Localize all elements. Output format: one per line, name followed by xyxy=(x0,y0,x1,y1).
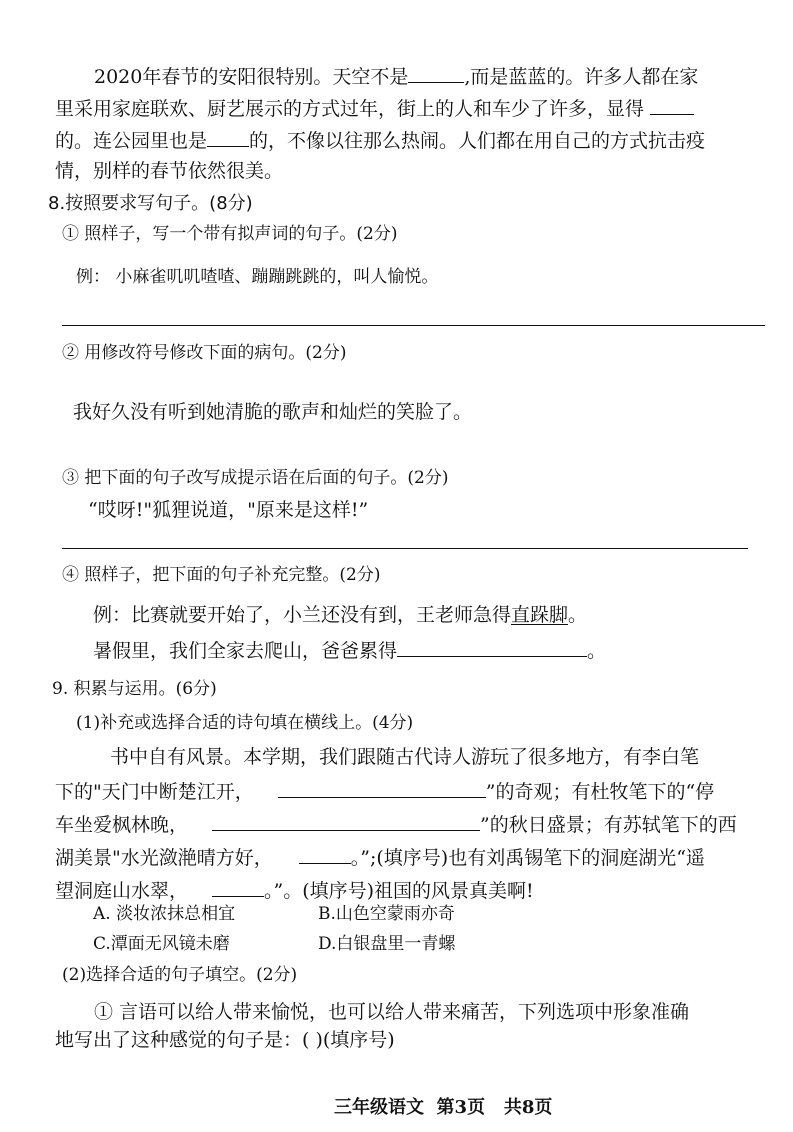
poem-text: 。”。(填序号)祖国的风景真美啊! xyxy=(264,880,534,902)
option-d: D.白银盘里一青螺 xyxy=(318,934,456,954)
q9-part2-title: (2)选择合适的句子填空。(2分) xyxy=(62,965,298,985)
answer-blank[interactable] xyxy=(397,638,587,657)
answer-blank[interactable] xyxy=(278,779,486,798)
intro-line-3 xyxy=(55,128,705,153)
q8-sub2: ② 用修改符号修改下面的病句。(2分) xyxy=(62,343,347,363)
answer-line[interactable] xyxy=(62,548,748,549)
intro-text: 里采用家庭联欢、厨艺展示的方式过年，街上的人和车少了许多，显得 xyxy=(55,98,645,120)
task-text: 。 xyxy=(587,640,607,662)
intro-text: ,而是蓝蓝的。许多人都在家 xyxy=(464,66,699,88)
intro-line-2 xyxy=(55,96,694,121)
intro-text: 的，不像以往那么热闹。人们都在用自己的方式抗击疫 xyxy=(249,130,706,152)
q8-sub3-sentence: “哎呀!"狐狸说道，"原来是这样!” xyxy=(88,499,369,521)
footer-page: 第3页 xyxy=(436,1097,486,1118)
answer-line[interactable] xyxy=(62,325,765,326)
footer-subject: 三年级语文 xyxy=(334,1097,424,1118)
answer-blank[interactable] xyxy=(212,878,264,897)
example-text: 。 xyxy=(568,604,588,626)
q9-title: 9. 积累与运用。(6分) xyxy=(52,679,217,699)
q8-sub1-example: 例： 小麻雀叽叽喳喳、蹦蹦跳跳的，叫人愉悦。 xyxy=(76,267,439,287)
intro-text: 情，别样的春节依然很美。 xyxy=(55,160,284,182)
answer-blank[interactable] xyxy=(207,128,249,147)
q8-sub1: ① 照样子，写一个带有拟声词的句子。(2分) xyxy=(62,224,398,244)
q9-p2-line-1: ① 言语可以给人带来愉悦，也可以给人带来痛苦，下列选项中形象准确 xyxy=(94,1001,690,1023)
q8-sub4: ④ 照样子，把下面的句子补充完整。(2分) xyxy=(62,565,381,585)
example-text: 例：比赛就要开始了，小兰还没有到，王老师急得 xyxy=(93,604,512,626)
q8-sub4-example xyxy=(93,603,587,627)
q9-part1-title: (1)补充或选择合适的诗句填在横线上。(4分) xyxy=(76,713,414,733)
q8-sub4-task xyxy=(93,638,606,663)
page-footer xyxy=(334,1093,552,1119)
answer-blank[interactable] xyxy=(408,64,464,83)
answer-blank[interactable] xyxy=(212,812,480,831)
answer-blank[interactable] xyxy=(299,845,351,864)
example-underlined: 直跺脚 xyxy=(511,604,569,626)
option-c: C.潭面无风镜未磨 xyxy=(93,934,230,954)
poem-text: 湖美景"水光潋滟晴方好， xyxy=(55,847,273,869)
q9-p1-line-5 xyxy=(55,878,534,903)
q9-p1-line-2 xyxy=(55,779,714,804)
footer-total: 共8页 xyxy=(503,1097,553,1118)
intro-line-1 xyxy=(94,64,698,89)
q9-p1-line-4 xyxy=(55,845,705,870)
q9-p1-line-1: 书中自有风景。本学期，我们跟随古代诗人游玩了很多地方，有李白笔 xyxy=(110,746,700,768)
intro-text: 2020年春节的安阳很特别。天空不是 xyxy=(94,66,409,88)
task-text: 暑假里，我们全家去爬山，爸爸累得 xyxy=(93,640,398,662)
option-b: B.山色空蒙雨亦奇 xyxy=(318,904,455,924)
q9-p1-line-3 xyxy=(55,812,737,837)
intro-line-4 xyxy=(55,159,283,183)
poem-text: 下的"天门中断楚江开， xyxy=(55,781,254,803)
option-a: A. 淡妆浓抹总相宜 xyxy=(93,904,236,924)
q9-p2-line-2: 地写出了这种感觉的句子是：( )(填序号) xyxy=(55,1029,395,1051)
answer-blank[interactable] xyxy=(650,96,694,115)
intro-text: 的。连公园里也是 xyxy=(55,130,208,152)
poem-text: ”的秋日盛景；有苏轼笔下的西 xyxy=(480,814,737,836)
poem-text: ;(填序号)也有刘禹锡笔下的洞庭湖光“遥 xyxy=(369,847,705,869)
poem-text: 望洞庭山水翠， xyxy=(55,880,189,902)
q8-title: 8.按照要求写句子。(8分) xyxy=(48,193,253,214)
q8-sub2-sentence: 我好久没有听到她清脆的歌声和灿烂的笑脸了。 xyxy=(73,401,473,423)
poem-text: 车坐爱枫林晚， xyxy=(55,814,189,836)
q8-sub3: ③ 把下面的句子改写成提示语在后面的句子。(2分) xyxy=(62,468,449,488)
poem-text: ”的奇观；有杜牧笔下的“停 xyxy=(485,781,715,803)
poem-text: 。” xyxy=(350,847,370,869)
